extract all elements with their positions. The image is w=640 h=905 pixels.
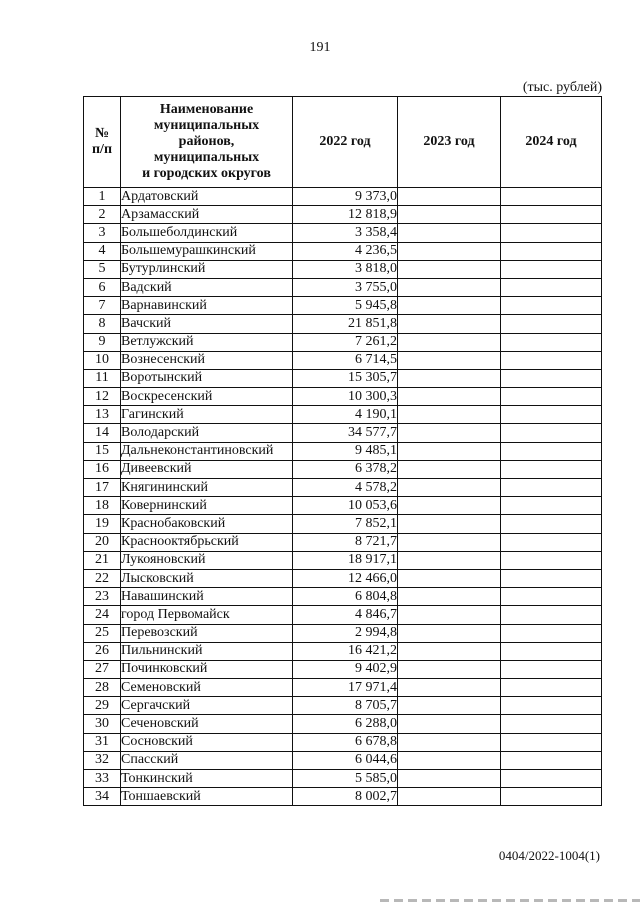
- row-number: 2: [84, 206, 121, 224]
- header-2023: 2023 год: [398, 97, 501, 188]
- row-value-2024: [501, 551, 602, 569]
- table-row: [84, 733, 602, 751]
- row-value-2022: 16 421,2: [293, 642, 398, 660]
- row-value-2023: [398, 497, 501, 515]
- row-value-2023: [398, 679, 501, 697]
- table-row: [84, 715, 602, 733]
- table-row: [84, 770, 602, 788]
- row-number: 16: [84, 460, 121, 478]
- table-row: [84, 460, 602, 478]
- row-number: 8: [84, 315, 121, 333]
- table-row: [84, 315, 602, 333]
- row-district-name: Сергачский: [121, 697, 293, 715]
- table-body: [84, 188, 602, 806]
- row-value-2023: [398, 569, 501, 587]
- table-row: [84, 442, 602, 460]
- row-district-name: Вадский: [121, 278, 293, 296]
- row-value-2023: [398, 424, 501, 442]
- table-row: [84, 333, 602, 351]
- row-value-2023: [398, 660, 501, 678]
- row-number: 20: [84, 533, 121, 551]
- row-value-2022: 10 053,6: [293, 497, 398, 515]
- row-district-name: Тоншаевский: [121, 788, 293, 806]
- row-value-2023: [398, 206, 501, 224]
- row-number: 10: [84, 351, 121, 369]
- budget-table: [83, 96, 602, 806]
- table-row: [84, 788, 602, 806]
- row-number: 26: [84, 642, 121, 660]
- row-value-2022: 12 818,9: [293, 206, 398, 224]
- document-code: 0404/2022-1004(1): [498, 848, 600, 863]
- row-value-2024: [501, 369, 602, 387]
- row-value-2024: [501, 297, 602, 315]
- table-row: [84, 606, 602, 624]
- row-district-name: Навашинский: [121, 588, 293, 606]
- row-number: 14: [84, 424, 121, 442]
- row-district-name: Большемурашкинский: [121, 242, 293, 260]
- row-number: 6: [84, 278, 121, 296]
- row-value-2024: [501, 660, 602, 678]
- row-value-2022: 4 578,2: [293, 479, 398, 497]
- row-value-2023: [398, 770, 501, 788]
- row-number: 28: [84, 679, 121, 697]
- row-value-2024: [501, 424, 602, 442]
- row-district-name: Княгининский: [121, 479, 293, 497]
- row-district-name: Сеченовский: [121, 715, 293, 733]
- row-value-2022: 6 714,5: [293, 351, 398, 369]
- row-value-2023: [398, 260, 501, 278]
- row-value-2023: [398, 278, 501, 296]
- row-value-2023: [398, 606, 501, 624]
- scan-artifact-marks: [380, 899, 640, 902]
- page-number: 191: [309, 40, 331, 55]
- row-value-2022: 21 851,8: [293, 315, 398, 333]
- row-district-name: Гагинский: [121, 406, 293, 424]
- row-district-name: Ардатовский: [121, 188, 293, 206]
- row-value-2023: [398, 460, 501, 478]
- row-value-2023: [398, 388, 501, 406]
- row-value-2024: [501, 333, 602, 351]
- row-value-2024: [501, 788, 602, 806]
- row-value-2022: 7 852,1: [293, 515, 398, 533]
- row-district-name: Варнавинский: [121, 297, 293, 315]
- row-district-name: Краснобаковский: [121, 515, 293, 533]
- row-value-2023: [398, 588, 501, 606]
- table-row: [84, 588, 602, 606]
- row-value-2024: [501, 569, 602, 587]
- row-value-2022: 5 945,8: [293, 297, 398, 315]
- row-district-name: Краснооктябрьский: [121, 533, 293, 551]
- row-value-2024: [501, 460, 602, 478]
- row-value-2024: [501, 351, 602, 369]
- row-value-2023: [398, 715, 501, 733]
- row-number: 34: [84, 788, 121, 806]
- row-value-2023: [398, 515, 501, 533]
- row-number: 19: [84, 515, 121, 533]
- table-row: [84, 569, 602, 587]
- row-value-2024: [501, 697, 602, 715]
- row-value-2022: 5 585,0: [293, 770, 398, 788]
- row-value-2024: [501, 315, 602, 333]
- row-value-2022: 6 288,0: [293, 715, 398, 733]
- row-number: 21: [84, 551, 121, 569]
- table-row: [84, 497, 602, 515]
- row-value-2024: [501, 715, 602, 733]
- row-district-name: Арзамасский: [121, 206, 293, 224]
- row-value-2023: [398, 751, 501, 769]
- row-district-name: Бутурлинский: [121, 260, 293, 278]
- row-district-name: Спасский: [121, 751, 293, 769]
- table-row: [84, 242, 602, 260]
- table-row: [84, 679, 602, 697]
- row-number: 1: [84, 188, 121, 206]
- row-value-2023: [398, 788, 501, 806]
- row-number: 13: [84, 406, 121, 424]
- row-number: 25: [84, 624, 121, 642]
- row-value-2022: 9 373,0: [293, 188, 398, 206]
- table-row: [84, 278, 602, 296]
- table-row: [84, 206, 602, 224]
- row-value-2024: [501, 242, 602, 260]
- row-number: 9: [84, 333, 121, 351]
- row-value-2024: [501, 533, 602, 551]
- table-row: [84, 697, 602, 715]
- row-value-2024: [501, 751, 602, 769]
- row-district-name: Вачский: [121, 315, 293, 333]
- row-number: 23: [84, 588, 121, 606]
- row-value-2023: [398, 188, 501, 206]
- table-row: [84, 515, 602, 533]
- row-value-2024: [501, 388, 602, 406]
- row-district-name: Перевозский: [121, 624, 293, 642]
- row-value-2022: 4 846,7: [293, 606, 398, 624]
- row-value-2022: 9 402,9: [293, 660, 398, 678]
- row-value-2022: 3 358,4: [293, 224, 398, 242]
- table-row: [84, 624, 602, 642]
- row-value-2024: [501, 224, 602, 242]
- row-district-name: Дальнеконстантиновский: [121, 442, 293, 460]
- row-value-2022: 8 721,7: [293, 533, 398, 551]
- table-row: [84, 224, 602, 242]
- table-row: [84, 260, 602, 278]
- row-district-name: Лысковский: [121, 569, 293, 587]
- row-number: 4: [84, 242, 121, 260]
- row-value-2024: [501, 188, 602, 206]
- row-value-2024: [501, 515, 602, 533]
- row-value-2022: 3 818,0: [293, 260, 398, 278]
- table-row: [84, 388, 602, 406]
- table-row: [84, 533, 602, 551]
- table-row: [84, 424, 602, 442]
- row-district-name: Сосновский: [121, 733, 293, 751]
- row-value-2022: 9 485,1: [293, 442, 398, 460]
- row-number: 15: [84, 442, 121, 460]
- row-number: 29: [84, 697, 121, 715]
- row-district-name: город Первомайск: [121, 606, 293, 624]
- row-district-name: Дивеевский: [121, 460, 293, 478]
- table-row: [84, 351, 602, 369]
- row-number: 3: [84, 224, 121, 242]
- row-value-2022: 8 002,7: [293, 788, 398, 806]
- row-value-2024: [501, 642, 602, 660]
- table-row: [84, 751, 602, 769]
- row-value-2024: [501, 770, 602, 788]
- row-district-name: Семеновский: [121, 679, 293, 697]
- row-value-2022: 15 305,7: [293, 369, 398, 387]
- row-value-2022: 34 577,7: [293, 424, 398, 442]
- row-value-2023: [398, 224, 501, 242]
- row-number: 18: [84, 497, 121, 515]
- table-row: [84, 479, 602, 497]
- row-value-2024: [501, 624, 602, 642]
- row-value-2022: 6 804,8: [293, 588, 398, 606]
- row-value-2022: 10 300,3: [293, 388, 398, 406]
- row-value-2022: 17 971,4: [293, 679, 398, 697]
- row-value-2022: 4 236,5: [293, 242, 398, 260]
- row-value-2023: [398, 406, 501, 424]
- row-value-2023: [398, 733, 501, 751]
- row-value-2023: [398, 642, 501, 660]
- row-number: 5: [84, 260, 121, 278]
- table-row: [84, 188, 602, 206]
- row-value-2024: [501, 733, 602, 751]
- table-row: [84, 406, 602, 424]
- row-district-name: Ветлужский: [121, 333, 293, 351]
- row-value-2023: [398, 315, 501, 333]
- row-value-2022: 6 378,2: [293, 460, 398, 478]
- table-row: [84, 642, 602, 660]
- row-number: 11: [84, 369, 121, 387]
- row-number: 30: [84, 715, 121, 733]
- row-value-2024: [501, 606, 602, 624]
- row-district-name: Воскресенский: [121, 388, 293, 406]
- row-district-name: Большеболдинский: [121, 224, 293, 242]
- row-value-2022: 3 755,0: [293, 278, 398, 296]
- row-value-2023: [398, 351, 501, 369]
- row-number: 31: [84, 733, 121, 751]
- row-value-2024: [501, 479, 602, 497]
- row-value-2023: [398, 333, 501, 351]
- row-value-2023: [398, 533, 501, 551]
- row-district-name: Вознесенский: [121, 351, 293, 369]
- row-value-2023: [398, 697, 501, 715]
- row-number: 7: [84, 297, 121, 315]
- row-value-2022: 8 705,7: [293, 697, 398, 715]
- header-num: № п/п: [84, 97, 121, 188]
- row-value-2023: [398, 242, 501, 260]
- row-number: 32: [84, 751, 121, 769]
- row-value-2022: 6 678,8: [293, 733, 398, 751]
- row-district-name: Лукояновский: [121, 551, 293, 569]
- row-district-name: Починковский: [121, 660, 293, 678]
- row-district-name: Пильнинский: [121, 642, 293, 660]
- row-district-name: Володарский: [121, 424, 293, 442]
- table-row: [84, 660, 602, 678]
- table-header-row: [84, 97, 602, 188]
- row-value-2024: [501, 278, 602, 296]
- row-number: 17: [84, 479, 121, 497]
- row-value-2022: 18 917,1: [293, 551, 398, 569]
- row-number: 33: [84, 770, 121, 788]
- row-value-2024: [501, 442, 602, 460]
- row-value-2024: [501, 497, 602, 515]
- row-value-2022: 6 044,6: [293, 751, 398, 769]
- row-value-2024: [501, 206, 602, 224]
- row-number: 27: [84, 660, 121, 678]
- row-value-2023: [398, 297, 501, 315]
- row-value-2024: [501, 260, 602, 278]
- table-row: [84, 551, 602, 569]
- row-district-name: Тонкинский: [121, 770, 293, 788]
- row-value-2022: 7 261,2: [293, 333, 398, 351]
- row-value-2024: [501, 406, 602, 424]
- unit-note: (тыс. рублей): [522, 80, 602, 95]
- row-value-2024: [501, 679, 602, 697]
- row-value-2023: [398, 624, 501, 642]
- header-name: Наименование муниципальных районов, муниципальных и городских округов: [121, 97, 293, 188]
- row-value-2023: [398, 551, 501, 569]
- row-value-2023: [398, 442, 501, 460]
- row-district-name: Ковернинский: [121, 497, 293, 515]
- row-district-name: Воротынский: [121, 369, 293, 387]
- row-number: 22: [84, 569, 121, 587]
- row-value-2022: 2 994,8: [293, 624, 398, 642]
- header-2024: 2024 год: [501, 97, 602, 188]
- row-value-2024: [501, 588, 602, 606]
- row-value-2023: [398, 479, 501, 497]
- row-number: 12: [84, 388, 121, 406]
- table-row: [84, 369, 602, 387]
- row-number: 24: [84, 606, 121, 624]
- row-value-2023: [398, 369, 501, 387]
- table-row: [84, 297, 602, 315]
- row-value-2022: 12 466,0: [293, 569, 398, 587]
- header-2022: 2022 год: [293, 97, 398, 188]
- row-value-2022: 4 190,1: [293, 406, 398, 424]
